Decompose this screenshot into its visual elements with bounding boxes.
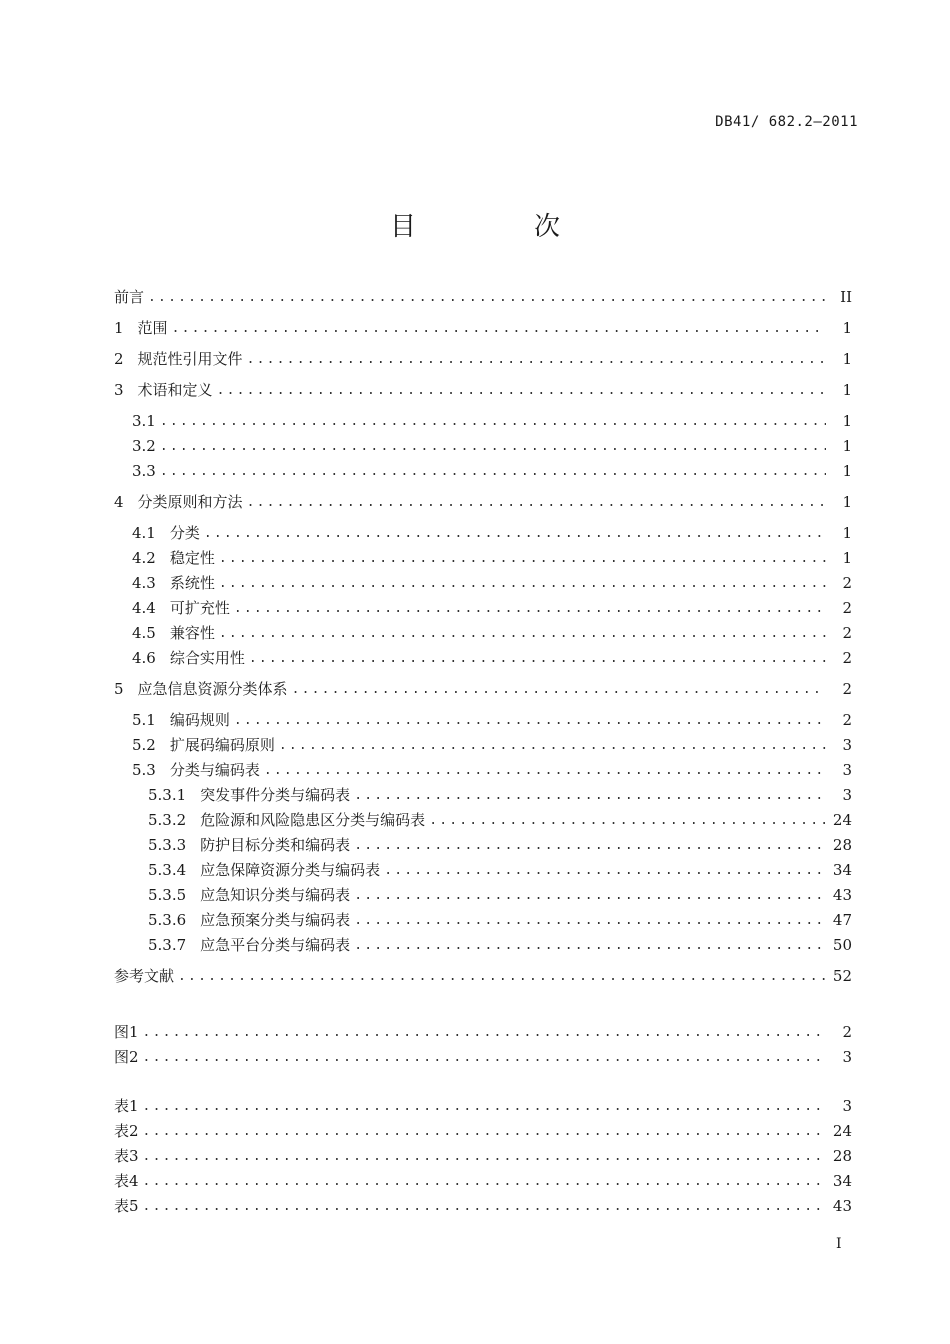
toc-entry-label: [132, 459, 160, 484]
toc-entry-number: 4: [114, 493, 124, 511]
toc-entry[interactable]: [148, 833, 852, 858]
toc-entry-label: [132, 596, 234, 621]
toc-entry[interactable]: [132, 434, 852, 459]
toc-leader-dots: [429, 808, 826, 833]
toc-entry-number: 5: [114, 680, 124, 698]
toc-entry-label: [114, 1094, 143, 1119]
toc-entry-page: 24: [832, 1122, 852, 1140]
toc-leader-dots: [143, 1169, 826, 1194]
toc-entry-text: 表5: [114, 1197, 139, 1215]
toc-entry-text: 表2: [114, 1122, 139, 1140]
toc-entry-label: [114, 316, 172, 341]
toc-entry-text: 应急保障资源分类与编码表: [200, 861, 381, 879]
toc-entry[interactable]: [114, 964, 852, 989]
toc-entry-page: 24: [832, 811, 852, 829]
toc-entry[interactable]: [114, 1169, 852, 1194]
toc-entry-label: [148, 858, 384, 883]
toc-entry-label: [148, 808, 429, 833]
toc-entry[interactable]: [114, 1094, 852, 1119]
toc-entry-number: 5.3: [132, 761, 156, 779]
toc-leader-dots: [354, 783, 826, 808]
toc-leader-dots: [354, 933, 826, 958]
toc-entry-label: [148, 883, 354, 908]
toc-entry-label: [114, 285, 148, 310]
toc-entry-text: 综合实用性: [169, 649, 245, 667]
toc-entry-label: [114, 1045, 143, 1070]
toc-entry-page: 2: [842, 711, 852, 729]
toc-entry-page: 2: [842, 624, 852, 642]
toc-entry-page: 3: [842, 786, 852, 804]
toc-entry-label: [114, 490, 247, 515]
toc-leader-dots: [384, 858, 826, 883]
toc-entry-label: [148, 833, 354, 858]
toc-entry-number: 4.1: [132, 524, 156, 542]
toc-entry-page: 1: [842, 462, 852, 480]
toc-leader-dots: [219, 621, 826, 646]
toc-entry-page: II: [840, 288, 852, 306]
toc-entry-number: 5.3.3: [148, 836, 187, 854]
toc-entry-page: 2: [842, 649, 852, 667]
toc-entry[interactable]: [114, 677, 852, 702]
toc-entry-text: 突发事件分类与编码表: [200, 786, 351, 804]
toc-entry-number: 3.2: [132, 437, 156, 455]
page-title: 目 次: [389, 212, 606, 242]
toc-entry-label: [148, 933, 354, 958]
toc-leader-dots: [354, 908, 826, 933]
toc-entry-text: 防护目标分类和编码表: [200, 836, 351, 854]
toc-leader-dots: [160, 409, 826, 434]
toc-entry-label: [132, 434, 160, 459]
toc-entry-number: 5.3.1: [148, 786, 187, 804]
toc-entry-text: 前言: [114, 288, 145, 306]
toc-entry-page: 28: [832, 1147, 852, 1165]
toc-entry-text: 应急知识分类与编码表: [200, 886, 351, 904]
toc-entry[interactable]: [148, 908, 852, 933]
toc-leader-dots: [247, 347, 826, 372]
toc-entry-label: [114, 1194, 143, 1219]
toc-entry-text: 可扩充性: [169, 599, 230, 617]
toc-entry[interactable]: [114, 1144, 852, 1169]
toc-entry[interactable]: [114, 490, 852, 515]
toc-entry[interactable]: [132, 733, 852, 758]
toc-entry[interactable]: [132, 521, 852, 546]
toc-entry-page: 2: [842, 599, 852, 617]
toc-entry[interactable]: [132, 546, 852, 571]
toc-entry-number: 5.2: [132, 736, 156, 754]
toc-entry-text: 应急平台分类与编码表: [200, 936, 351, 954]
toc-entry-label: [114, 1020, 143, 1045]
toc-entry[interactable]: [148, 858, 852, 883]
toc-leader-dots: [143, 1094, 826, 1119]
toc-entry[interactable]: [132, 646, 852, 671]
toc-entry-number: 4.4: [132, 599, 156, 617]
toc-entry[interactable]: [114, 1119, 852, 1144]
toc-entry-text: 编码规则: [169, 711, 230, 729]
toc-leader-dots: [148, 285, 826, 310]
toc-entry-page: 3: [842, 736, 852, 754]
toc-leader-dots: [354, 833, 826, 858]
toc-entry-number: 4.2: [132, 549, 156, 567]
toc-entry-page: 28: [832, 836, 852, 854]
toc-entry-page: 1: [842, 524, 852, 542]
toc-entry-number: 3.1: [132, 412, 156, 430]
toc-entry-page: 43: [832, 886, 852, 904]
toc-leader-dots: [143, 1020, 826, 1045]
toc-entry-page: 43: [832, 1197, 852, 1215]
toc-entry-page: 1: [842, 381, 852, 399]
toc-entry-page: 52: [832, 967, 852, 985]
toc-entry-label: [132, 546, 219, 571]
toc-leader-dots: [143, 1045, 826, 1070]
toc-leader-dots: [219, 571, 826, 596]
toc-entry[interactable]: [132, 758, 852, 783]
toc-entry-page: 1: [842, 350, 852, 368]
toc-entry-number: 4.3: [132, 574, 156, 592]
toc-entry[interactable]: [148, 783, 852, 808]
toc-entry-page: 1: [842, 437, 852, 455]
toc-entry[interactable]: [148, 808, 852, 833]
toc-entry-number: 5.3.6: [148, 911, 187, 929]
toc-leader-dots: [217, 378, 826, 403]
toc-entry-label: [132, 521, 204, 546]
toc-entry-number: 5.3.4: [148, 861, 187, 879]
toc-entry-page: 1: [842, 319, 852, 337]
toc-entry-page: 34: [832, 1172, 852, 1190]
toc-entry-page: 3: [842, 1048, 852, 1066]
toc-entry-label: [132, 621, 219, 646]
toc-leader-dots: [247, 490, 826, 515]
toc-entry-number: 5.3.7: [148, 936, 187, 954]
toc-leader-dots: [219, 546, 826, 571]
toc-entry-text: 应急预案分类与编码表: [200, 911, 351, 929]
toc-entry-page: 1: [842, 493, 852, 511]
toc-entry-text: 规范性引用文件: [137, 350, 243, 368]
toc-entry-text: 分类原则和方法: [137, 493, 243, 511]
toc-entry-label: [114, 1144, 143, 1169]
toc-entry-label: [114, 378, 217, 403]
toc-leader-dots: [234, 708, 826, 733]
page-number: I: [836, 1236, 842, 1252]
toc-entry-number: 1: [114, 319, 124, 337]
toc-entry-text: 兼容性: [169, 624, 215, 642]
toc-entry-label: [148, 908, 354, 933]
toc-entry-text: 危险源和风险隐患区分类与编码表: [200, 811, 426, 829]
toc-entry[interactable]: [132, 409, 852, 434]
toc-entry[interactable]: [114, 1045, 852, 1070]
toc-leader-dots: [160, 459, 826, 484]
toc-entry[interactable]: [114, 316, 852, 341]
toc-entry[interactable]: [114, 1020, 852, 1045]
toc-entry[interactable]: [114, 1194, 852, 1219]
toc-entry-number: 5.3.2: [148, 811, 187, 829]
toc-entry-page: 3: [842, 1097, 852, 1115]
toc-entry-text: 图1: [114, 1023, 139, 1041]
toc-entry-page: 1: [842, 549, 852, 567]
toc-entry-text: 表1: [114, 1097, 139, 1115]
toc-entry-page: 34: [832, 861, 852, 879]
toc-entry[interactable]: [132, 621, 852, 646]
toc-leader-dots: [204, 521, 826, 546]
toc-leader-dots: [178, 964, 826, 989]
toc-entry[interactable]: [148, 933, 852, 958]
toc-entry[interactable]: [132, 596, 852, 621]
toc-leader-dots: [234, 596, 826, 621]
toc-entry-label: [114, 964, 178, 989]
toc-leader-dots: [143, 1119, 826, 1144]
toc-entry-label: [114, 347, 247, 372]
toc-entry[interactable]: [114, 347, 852, 372]
toc-entry-number: 2: [114, 350, 124, 368]
toc-leader-dots: [160, 434, 826, 459]
toc-entry[interactable]: [132, 708, 852, 733]
toc-entry-label: [114, 1119, 143, 1144]
standard-code: DB41/ 682.2—2011: [715, 114, 858, 130]
toc-entry-page: 1: [842, 412, 852, 430]
toc-entry[interactable]: [114, 378, 852, 403]
toc-entry-text: 表3: [114, 1147, 139, 1165]
toc-entry-label: [132, 646, 249, 671]
toc-entry-text: 稳定性: [169, 549, 215, 567]
toc-entry[interactable]: [148, 883, 852, 908]
toc-leader-dots: [279, 733, 826, 758]
toc-entry-label: [132, 409, 160, 434]
toc-leader-dots: [172, 316, 826, 341]
toc-entry-label: [132, 708, 234, 733]
toc-entry-label: [132, 571, 219, 596]
toc-entry-page: 2: [842, 1023, 852, 1041]
toc-leader-dots: [143, 1194, 826, 1219]
toc-entry-number: 3.3: [132, 462, 156, 480]
toc-entry-text: 分类与编码表: [169, 761, 260, 779]
toc-entry-label: [148, 783, 354, 808]
toc-entry-label: [114, 1169, 143, 1194]
toc-entry-text: 图2: [114, 1048, 139, 1066]
toc-entry-text: 表4: [114, 1172, 139, 1190]
toc-leader-dots: [354, 883, 826, 908]
toc-entry-number: 3: [114, 381, 124, 399]
toc-entry-number: 4.5: [132, 624, 156, 642]
toc-entry-text: 扩展码编码原则: [169, 736, 275, 754]
toc-entry-text: 分类: [169, 524, 200, 542]
toc-entry-text: 术语和定义: [137, 381, 213, 399]
toc-entry-page: 47: [832, 911, 852, 929]
toc-leader-dots: [264, 758, 826, 783]
toc-entry[interactable]: [132, 571, 852, 596]
toc-leader-dots: [292, 677, 826, 702]
toc-entry-text: 系统性: [169, 574, 215, 592]
toc-entry-label: [132, 733, 279, 758]
toc-leader-dots: [249, 646, 826, 671]
toc-entry-text: 范围: [137, 319, 168, 337]
toc-entry-number: 5.3.5: [148, 886, 187, 904]
toc-entry-text: 应急信息资源分类体系: [137, 680, 288, 698]
toc-entry-text: 参考文献: [114, 967, 175, 985]
toc-entry-number: 5.1: [132, 711, 156, 729]
toc-leader-dots: [143, 1144, 826, 1169]
toc-entry-page: 2: [842, 680, 852, 698]
toc-entry-page: 3: [842, 761, 852, 779]
toc-entry[interactable]: [114, 285, 852, 310]
toc-entry-label: [132, 758, 264, 783]
toc-entry-page: 50: [832, 936, 852, 954]
toc-entry-label: [114, 677, 292, 702]
toc-entry-page: 2: [842, 574, 852, 592]
toc-entry-number: 4.6: [132, 649, 156, 667]
toc-entry[interactable]: [132, 459, 852, 484]
